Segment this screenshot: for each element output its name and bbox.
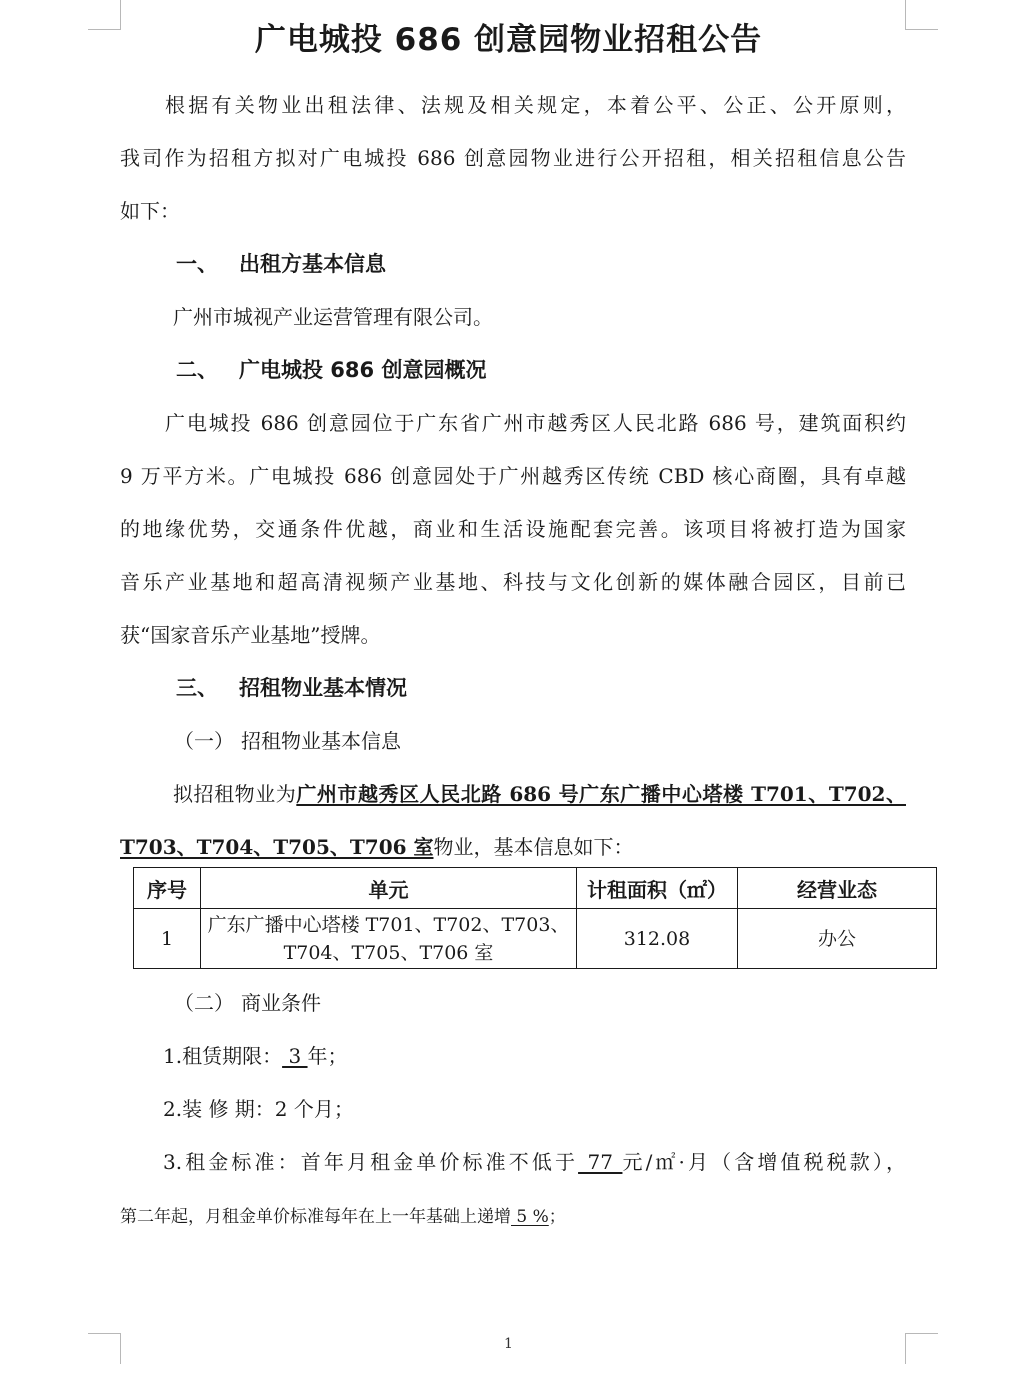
subsection-1-heading — [174, 726, 401, 756]
property-address-part-1: 广州市越秀区人民北路 686 号广东广播中心塔楼 T701、T702、 — [296, 782, 906, 806]
cell-index: 1 — [134, 909, 201, 969]
section-2-number: 二、 — [176, 358, 218, 382]
header-index: 序号 — [134, 868, 201, 909]
property-line-1 — [173, 779, 906, 809]
overview-line-4: 音乐产业基地和超高清视频产业基地、科技与文化创新的媒体融合园区，目前已 — [120, 570, 906, 594]
property-suffix: 物业，基本信息如下： — [433, 835, 634, 859]
section-3-title: 招租物业基本情况 — [239, 676, 407, 700]
overview-line-5: 获“国家音乐产业基地”授牌。 — [120, 623, 381, 647]
subsection-1-number: （一） — [174, 729, 234, 753]
section-1-heading — [176, 249, 386, 279]
header-use: 经营业态 — [738, 868, 937, 909]
intro-line-3: 如下： — [120, 199, 180, 223]
document-title: 广电城投 686 创意园物业招租公告 — [254, 22, 763, 58]
cell-area: 312.08 — [577, 909, 738, 969]
increase-text: 第二年起，月租金单价标准每年在上一年基础上递增 — [120, 1207, 511, 1227]
header-unit: 单元 — [201, 868, 577, 909]
term-renovation-period — [163, 1094, 949, 1124]
subsection-1-title: 招租物业基本信息 — [241, 729, 401, 753]
property-address-part-2: T703、T704、T705、T706 室 — [120, 835, 434, 859]
subsection-2-number: （二） — [174, 991, 234, 1015]
subsection-2-heading — [174, 988, 321, 1018]
section-1-title: 出租方基本信息 — [239, 252, 386, 276]
lease-value: 3 — [282, 1044, 308, 1068]
property-prefix: 拟招租物业为 — [173, 782, 297, 806]
section-2-title: 广电城投 686 创意园概况 — [239, 358, 487, 382]
cell-unit-line-2: T704、T705、T706 室 — [283, 941, 494, 964]
cell-use: 办公 — [738, 909, 937, 969]
table-row — [134, 909, 937, 969]
increase-end: ； — [548, 1207, 566, 1227]
term-rent-standard — [163, 1147, 906, 1177]
property-line-2 — [120, 832, 906, 862]
header-area: 计租面积（㎡） — [577, 868, 738, 909]
term-rent-increase — [120, 1202, 906, 1232]
rent-value: 77 — [578, 1150, 623, 1174]
renovation-value: 2 个月； — [274, 1097, 354, 1121]
intro-line-2: 我司作为招租方拟对广电城投 686 创意园物业进行公开招租，相关招租信息公告 — [120, 146, 906, 170]
subsection-2-title: 商业条件 — [241, 991, 321, 1015]
overview-line-2: 9 万平方米。广电城投 686 创意园处于广州越秀区传统 CBD 核心商圈，具有卓越 — [120, 464, 906, 488]
increase-value: 5 % — [511, 1207, 549, 1227]
term-lease-period — [163, 1041, 949, 1071]
section-2-heading — [176, 355, 486, 385]
overview-line-3: 的地缘优势，交通条件优越，商业和生活设施配套完善。该项目将被打造为国家 — [120, 517, 906, 541]
lease-label: 1.租赁期限： — [163, 1044, 283, 1068]
property-info-table — [133, 867, 937, 969]
page-number: 1 — [504, 1336, 513, 1352]
cell-unit-line-1: 广东广播中心塔楼 T701、T702、T703、 — [207, 913, 570, 936]
section-3-number: 三、 — [176, 676, 218, 700]
section-3-heading — [176, 673, 407, 703]
intro-line-1: 根据有关物业出租法律、法规及相关规定，本着公平、公正、公开原则， — [165, 93, 906, 117]
table-header-row — [134, 868, 937, 909]
overview-line-1: 广电城投 686 创意园位于广东省广州市越秀区人民北路 686 号，建筑面积约 — [165, 411, 906, 435]
lease-unit: 年； — [307, 1044, 348, 1068]
renovation-label: 2.装 修 期： — [163, 1097, 275, 1121]
rent-label: 3.租金标准：首年月租金单价标准不低于 — [163, 1150, 579, 1174]
lessor-name: 广州市城视产业运营管理有限公司。 — [173, 305, 493, 329]
section-1-number: 一、 — [176, 252, 218, 276]
cell-unit — [201, 909, 577, 969]
rent-unit: 元/㎡·月（含增值税税款）， — [622, 1150, 906, 1174]
